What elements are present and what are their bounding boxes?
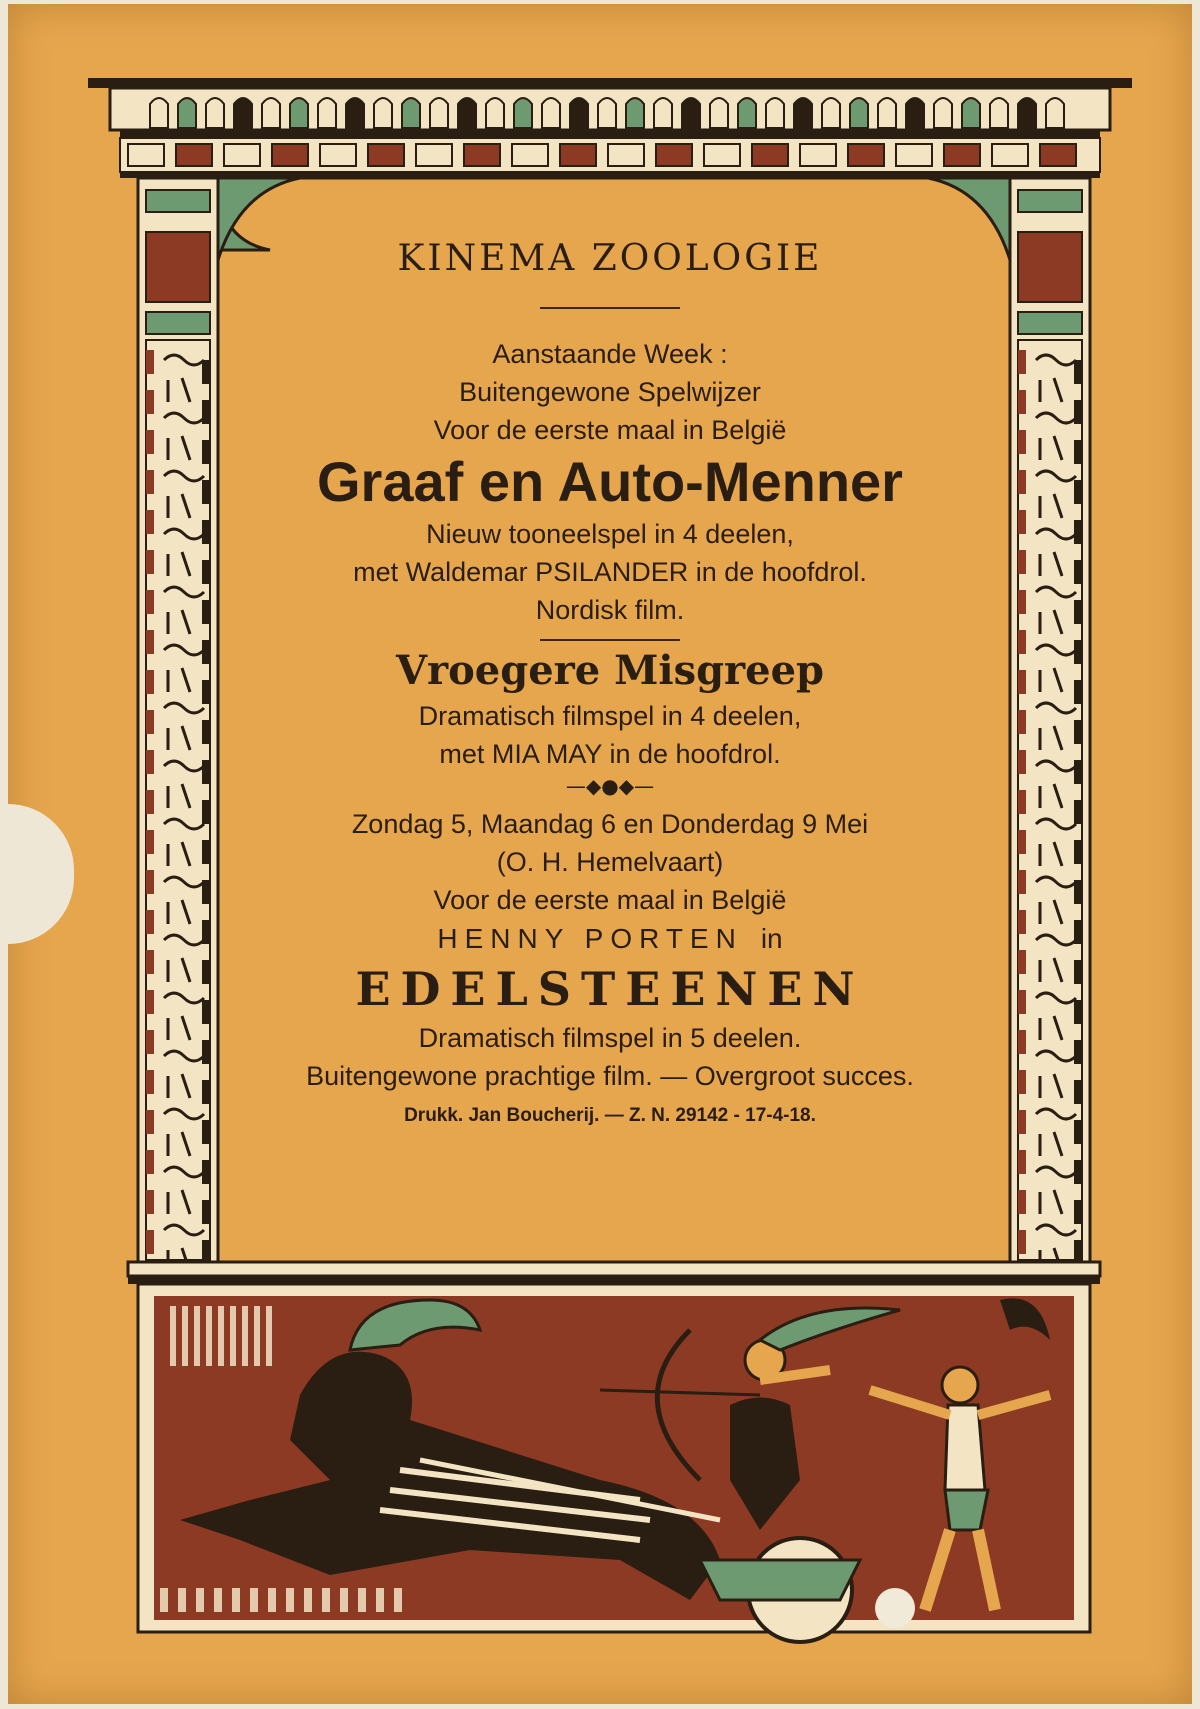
cornice-arch <box>318 98 336 128</box>
divider <box>540 639 680 641</box>
pillar-stripe <box>202 480 210 504</box>
scene-glyph <box>254 1306 260 1366</box>
pillar-stripe <box>1018 1230 1026 1254</box>
pillar-stripe <box>1074 560 1082 584</box>
pillar-stripe <box>146 470 154 494</box>
cornice-block <box>320 144 356 166</box>
cornice-block <box>704 144 740 166</box>
film2-cast: met MIA MAY in de hoofdrol. <box>439 739 781 769</box>
film3-title: EDELSTEENEN <box>355 962 865 1016</box>
pillar-stripe <box>1018 510 1026 534</box>
cornice-arch <box>1018 98 1036 128</box>
scene-glyph <box>358 1588 366 1612</box>
cornice-arch <box>794 98 812 128</box>
pillar-stripe <box>146 910 154 934</box>
pillar-stripe <box>202 720 210 744</box>
star-name: HENNY PORTEN <box>437 923 743 954</box>
cornice-arch <box>402 98 420 128</box>
venue-title: KINEMA ZOOLOGIE <box>397 238 823 279</box>
pillar-stripe <box>1018 350 1026 374</box>
cornice-block <box>992 144 1028 166</box>
cornice-arch <box>178 98 196 128</box>
pillar-stripe <box>1018 1030 1026 1054</box>
pillar-stripe <box>1018 550 1026 574</box>
cornice-block <box>224 144 260 166</box>
pillar-stripe <box>202 840 210 864</box>
cornice-arch <box>290 98 308 128</box>
pillar-stripe <box>1018 630 1026 654</box>
scene-glyph <box>322 1588 330 1612</box>
cornice-block <box>1040 144 1076 166</box>
film3-note: Buitengewone prachtige film. — Overgroot succes. <box>306 1061 914 1091</box>
pillar-stripe <box>1074 1200 1082 1224</box>
punched-hole <box>875 1588 915 1628</box>
poster-content <box>220 230 1000 1230</box>
cornice-arch <box>206 98 224 128</box>
pillar-stripe <box>202 760 210 784</box>
pillar-stripe <box>1074 360 1082 384</box>
cornice-block <box>272 144 308 166</box>
pillar-stripe <box>146 750 154 774</box>
pillar-stripe <box>1074 760 1082 784</box>
ornament-divider: —◆●◆— <box>565 774 655 798</box>
pillar-stripe <box>1018 1150 1026 1174</box>
scene-glyph <box>250 1588 258 1612</box>
pillar-stripe <box>1018 750 1026 774</box>
pillar-stripe <box>1018 390 1026 414</box>
pillar-stripe <box>1074 720 1082 744</box>
pillar-stripe <box>202 1120 210 1144</box>
pillar-stripe <box>146 510 154 534</box>
pillar-stripe <box>146 590 154 614</box>
cornice-arch <box>962 98 980 128</box>
cornice-arch <box>682 98 700 128</box>
scene-glyph <box>170 1306 176 1366</box>
pillar-stripe <box>1074 1000 1082 1024</box>
scene-glyph <box>230 1306 236 1366</box>
pillar-stripe <box>146 1150 154 1174</box>
cornice-block <box>560 144 596 166</box>
pillar-stripe <box>202 1240 210 1264</box>
pillar-stripe <box>146 710 154 734</box>
cornice-arch <box>486 98 504 128</box>
cornice-block <box>128 144 164 166</box>
cornice-block <box>512 144 548 166</box>
cornice-arch <box>150 98 168 128</box>
pillar-stripe <box>146 830 154 854</box>
scene-glyph <box>232 1588 240 1612</box>
scene-glyph <box>182 1306 188 1366</box>
pillar-stripe <box>1018 430 1026 454</box>
cornice-block <box>368 144 404 166</box>
cornice-block <box>416 144 452 166</box>
pillar-stripe <box>146 430 154 454</box>
pillar-stripe <box>1074 480 1082 504</box>
cornice-arch <box>1046 98 1064 128</box>
scene-glyph <box>286 1588 294 1612</box>
cornice-arch <box>850 98 868 128</box>
cornice-block <box>608 144 644 166</box>
pillar-stripe <box>1074 1040 1082 1064</box>
cornice-block <box>176 144 212 166</box>
scene-glyph <box>268 1588 276 1612</box>
pillar-stripe <box>1018 950 1026 974</box>
pillar-stripe <box>146 1070 154 1094</box>
pillar-stripe <box>1018 1070 1026 1094</box>
scene-glyph <box>196 1588 204 1612</box>
pillar-stripe <box>146 1030 154 1054</box>
pillar-stripe <box>202 560 210 584</box>
cornice-arch <box>626 98 644 128</box>
pillar-stripe <box>1018 470 1026 494</box>
pillar-stripe <box>1018 790 1026 814</box>
cornice-arch <box>514 98 532 128</box>
printer-credit: Drukk. Jan Boucherij. — Z. N. 29142 - 17-4-18. <box>404 1105 816 1126</box>
pillar-stripe <box>1074 520 1082 544</box>
cornice-arch <box>906 98 924 128</box>
pillar-stripe <box>1018 1110 1026 1134</box>
pillar-stripe <box>202 1080 210 1104</box>
cornice-block <box>848 144 884 166</box>
scene-glyph <box>266 1306 272 1366</box>
film3-description: Dramatisch filmspel in 5 deelen. <box>418 1023 802 1053</box>
cornice-block <box>464 144 500 166</box>
scene-glyph <box>194 1306 200 1366</box>
scene-glyph <box>304 1588 312 1612</box>
holiday-line: (O. H. Hemelvaart) <box>496 847 724 877</box>
pillar-stripe <box>202 960 210 984</box>
cornice-arch <box>430 98 448 128</box>
scene-glyph <box>214 1588 222 1612</box>
cornice-arch <box>822 98 840 128</box>
pillar-stripe <box>1018 590 1026 614</box>
film1-cast: met Waldemar PSILANDER in de hoofdrol. <box>353 557 867 587</box>
pillar-stripe <box>1018 870 1026 894</box>
pillar-stripe <box>1018 670 1026 694</box>
cornice-block <box>944 144 980 166</box>
pillar-stripe <box>1018 830 1026 854</box>
scene-glyph <box>394 1588 402 1612</box>
pillar-stripe <box>1074 600 1082 624</box>
scene-glyph <box>160 1588 168 1612</box>
cornice-arch <box>234 98 252 128</box>
scene-glyph <box>178 1588 186 1612</box>
pillar-stripe <box>146 1190 154 1214</box>
cornice-arch <box>738 98 756 128</box>
dates-line: Zondag 5, Maandag 6 en Donderdag 9 Mei <box>351 809 869 839</box>
pillar-stripe <box>146 390 154 414</box>
scene-glyph <box>206 1306 212 1366</box>
pillar-stripe <box>146 1230 154 1254</box>
pillar-stripe <box>1074 1240 1082 1264</box>
cornice-arch <box>878 98 896 128</box>
film1-description: Nieuw tooneelspel in 4 deelen, <box>426 519 794 549</box>
pillar-stripe <box>1018 710 1026 734</box>
cornice-arch <box>570 98 588 128</box>
cornice-arch <box>346 98 364 128</box>
cornice-arch <box>598 98 616 128</box>
film2-description: Dramatisch filmspel in 4 deelen, <box>418 701 802 731</box>
pillar-stripe <box>202 1000 210 1024</box>
star-line <box>220 919 1000 959</box>
pillar-stripe <box>202 680 210 704</box>
pillar-stripe <box>1074 800 1082 824</box>
pillar-stripe <box>1018 1190 1026 1214</box>
pillar-stripe <box>1074 960 1082 984</box>
first-time-label-1: Voor de eerste maal in België <box>433 415 787 445</box>
pillar-stripe <box>202 1200 210 1224</box>
scene-glyph <box>218 1306 224 1366</box>
cornice-arch <box>654 98 672 128</box>
pillar-stripe <box>146 870 154 894</box>
program-label: Buitengewone Spelwijzer <box>459 377 761 407</box>
pillar-stripe <box>146 790 154 814</box>
cornice-block <box>896 144 932 166</box>
cornice-arch <box>458 98 476 128</box>
pillar-stripe <box>146 1110 154 1134</box>
pillar-stripe <box>202 440 210 464</box>
cornice-block <box>752 144 788 166</box>
cornice-arch <box>934 98 952 128</box>
pillar-stripe <box>202 800 210 824</box>
film1-title: Graaf en Auto-Menner <box>317 450 903 513</box>
cornice-arch <box>990 98 1008 128</box>
pillar-stripe <box>1018 910 1026 934</box>
cornice-block <box>800 144 836 166</box>
pillar-stripe <box>146 550 154 574</box>
pillar-stripe <box>1018 990 1026 1014</box>
pillar-stripe <box>146 630 154 654</box>
pillar-stripe <box>202 600 210 624</box>
scene-glyph <box>242 1306 248 1366</box>
pillar-stripe <box>146 950 154 974</box>
cornice-arch <box>710 98 728 128</box>
cornice-block <box>656 144 692 166</box>
pillar-stripe <box>202 520 210 544</box>
cornice-arch <box>374 98 392 128</box>
pillar-stripe <box>202 360 210 384</box>
scene-glyph <box>376 1588 384 1612</box>
first-time-label-2: Voor de eerste maal in België <box>433 885 787 915</box>
pillar-stripe <box>1074 680 1082 704</box>
pillar-stripe <box>1074 1080 1082 1104</box>
pillar-stripe <box>146 670 154 694</box>
next-week-label: Aanstaande Week : <box>492 339 728 369</box>
star-in-label: in <box>760 923 783 954</box>
cornice-arch <box>542 98 560 128</box>
pillar-stripe <box>202 1040 210 1064</box>
cornice-arch <box>766 98 784 128</box>
pillar-stripe <box>146 990 154 1014</box>
film2-title: Vroegere Misgreep <box>395 647 824 694</box>
pillar-stripe <box>1074 840 1082 864</box>
pillar-stripe <box>1074 1120 1082 1144</box>
cornice-arch <box>262 98 280 128</box>
scene-glyph <box>340 1588 348 1612</box>
film1-studio: Nordisk film. <box>535 595 685 625</box>
pillar-stripe <box>146 350 154 374</box>
divider <box>540 307 680 309</box>
pillar-stripe <box>1074 440 1082 464</box>
